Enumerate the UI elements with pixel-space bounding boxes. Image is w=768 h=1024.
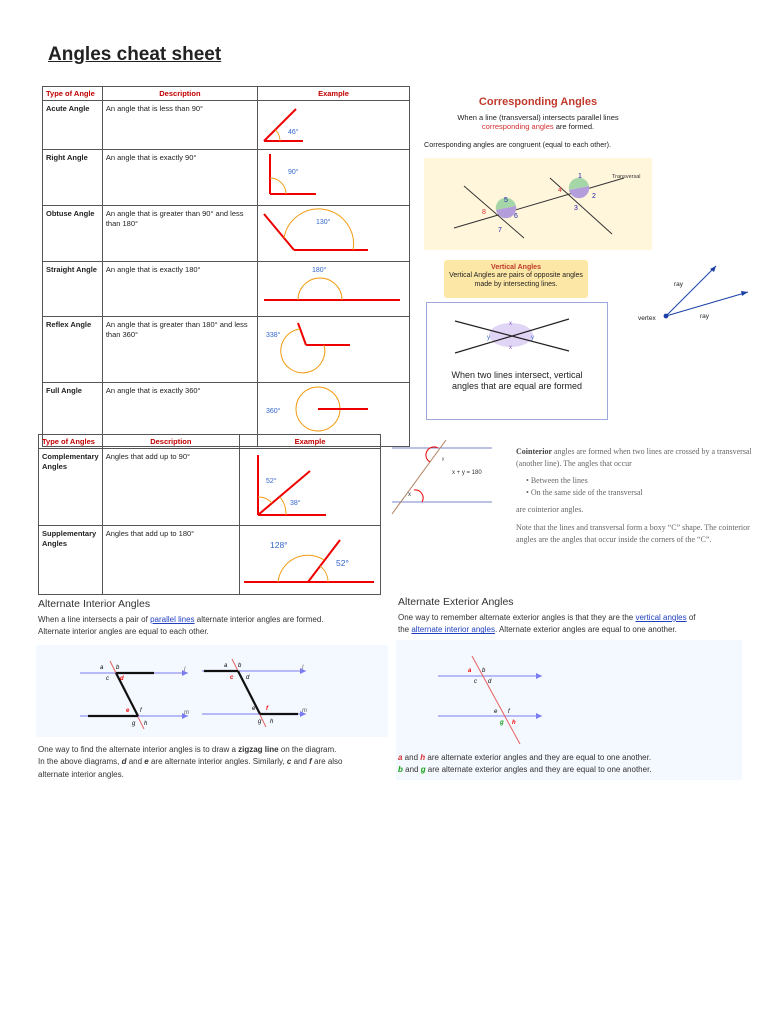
angle-description: An angle that is greater than 180° and less than 360° bbox=[102, 316, 257, 382]
cointerior-bullet-2: • On the same side of the transversal bbox=[526, 487, 643, 497]
angle-pair-description: Angles that add up to 180° bbox=[102, 526, 239, 595]
vertical-desc: Vertical Angles are pairs of opposite angles made by intersecting lines. bbox=[449, 272, 583, 289]
num-3: 3 bbox=[574, 205, 578, 212]
vertical-angles-card bbox=[424, 256, 610, 420]
alt-int-letter-c: c bbox=[106, 676, 109, 682]
example-cell bbox=[258, 101, 410, 150]
alt-exterior-statements bbox=[398, 752, 742, 777]
alt-ext-letter-b: b bbox=[482, 668, 486, 674]
table-row bbox=[43, 101, 410, 150]
complementary-angles-diagram bbox=[240, 449, 380, 522]
vertical-diagram-box bbox=[426, 302, 608, 420]
transversal-label: Transversal bbox=[612, 174, 641, 180]
col-header-example: Example bbox=[258, 87, 410, 101]
corresponding-line1: When a line (transversal) intersects parallel lines bbox=[457, 113, 619, 122]
cointerior-diagram bbox=[386, 438, 496, 520]
alt-interior-para-2: One way to find the alternate interior angles is to draw a zigzag line on the diagram. In the above diagrams, d and e are alternate interior angles. Similarly, c and f are also alternate interior angles. bbox=[38, 745, 343, 779]
angle-name: Acute Angle bbox=[43, 101, 103, 150]
alt-int-letter-g: g bbox=[132, 721, 136, 727]
alt-interior-diagram-bg bbox=[36, 645, 388, 737]
cointerior-note: Note that the lines and transversal form a boxy “C” shape. The cointerior angles are the angles that occur inside the corners of the “C”. bbox=[516, 522, 750, 544]
angle-name: Right Angle bbox=[43, 150, 103, 206]
angle-label: 130° bbox=[316, 219, 331, 227]
vertical-angles-link[interactable]: vertical angles bbox=[635, 613, 687, 622]
alt-int-letter-h: h bbox=[144, 721, 148, 727]
acute-angle-diagram bbox=[258, 101, 408, 146]
alt-ext-letter-g: g bbox=[500, 720, 504, 726]
angle-description: An angle that is less than 90° bbox=[102, 101, 257, 150]
col-header-example: Example bbox=[240, 435, 381, 449]
angle-pairs-table bbox=[38, 434, 381, 595]
alternate-interior-angles-link[interactable]: alternate interior angles bbox=[411, 625, 495, 635]
num-5: 5 bbox=[504, 197, 508, 204]
alt-ext-letter-d: d bbox=[488, 679, 492, 685]
col-header-description: Description bbox=[102, 87, 257, 101]
supplementary-angles-diagram bbox=[240, 526, 380, 591]
corresponding-diagram-bg bbox=[424, 158, 652, 250]
table-row bbox=[43, 150, 410, 206]
cointerior-equation: x + y = 180 bbox=[452, 470, 482, 476]
vertical-definition-box bbox=[444, 260, 588, 298]
angle-label: 38° bbox=[290, 500, 301, 507]
angle-description: An angle that is exactly 180° bbox=[102, 262, 257, 316]
alt-ext-letter-h: h bbox=[512, 720, 516, 726]
vertical-angles-diagram bbox=[427, 303, 607, 365]
alt-int-letter-b: b bbox=[116, 665, 120, 671]
angle-label: 52° bbox=[336, 558, 349, 569]
table-row bbox=[39, 526, 381, 595]
alt-exterior-heading: Alternate Exterior Angles bbox=[398, 596, 514, 608]
angle-label: 360° bbox=[266, 407, 281, 415]
angle-pair-name: Complementary Angles bbox=[39, 449, 103, 526]
right-angle-diagram bbox=[258, 150, 408, 202]
vertical-label-y2: y bbox=[531, 335, 534, 341]
alt-exterior-statement-2: b and g are alternate exterior angles and they are equal to one another. bbox=[398, 765, 652, 775]
angle-label: 180° bbox=[312, 267, 327, 275]
ray-label-2: ray bbox=[700, 313, 710, 320]
table-row bbox=[43, 262, 410, 316]
alt-exterior-para-1: One way to remember alternate exterior angles is that they are the vertical angles of the alternate interior angles. Alternate exterior angles are equal to one another. bbox=[398, 613, 696, 635]
corresponding-line3: Corresponding angles are congruent (equal to each other). bbox=[424, 140, 611, 149]
alt-int-line-l: l bbox=[184, 667, 186, 673]
alt-int-letter-d: d bbox=[120, 676, 124, 682]
alt-interior-heading: Alternate Interior Angles bbox=[38, 598, 151, 610]
alt-exterior-diagram-bg bbox=[396, 640, 742, 780]
table-row bbox=[43, 206, 410, 262]
vertical-title: Vertical Angles bbox=[491, 264, 541, 271]
ray-label-1: ray bbox=[674, 281, 684, 288]
obtuse-angle-diagram bbox=[258, 206, 408, 258]
angle-name: Reflex Angle bbox=[43, 316, 103, 382]
alt-int-line-l: l bbox=[302, 665, 304, 671]
angle-pair-description: Angles that add up to 90° bbox=[102, 449, 239, 526]
alt-interior-para-1: When a line intersects a pair of parallel lines alternate interior angles are formed. Alternate interior angles are equal to each other. bbox=[38, 615, 324, 637]
angle-description: An angle that is exactly 90° bbox=[102, 150, 257, 206]
alt-int-letter-f: f bbox=[140, 708, 142, 714]
cointerior-y-label: y bbox=[442, 456, 445, 461]
angle-label: 52° bbox=[266, 478, 277, 485]
angle-name: Obtuse Angle bbox=[43, 206, 103, 262]
example-cell bbox=[240, 526, 381, 595]
angle-pair-name: Supplementary Angles bbox=[39, 526, 103, 595]
num-1: 1 bbox=[578, 173, 582, 180]
angle-name: Straight Angle bbox=[43, 262, 103, 316]
ray-vertex-diagram bbox=[630, 258, 750, 330]
num-7: 7 bbox=[498, 227, 502, 234]
alt-ext-letter-e: e bbox=[494, 709, 498, 715]
vertical-caption: When two lines intersect, vertical angles that are equal are formed bbox=[451, 370, 583, 392]
table-row bbox=[43, 316, 410, 382]
alt-int-letter-a: a bbox=[100, 665, 104, 671]
vertex-label: vertex bbox=[638, 315, 656, 322]
cointerior-text bbox=[516, 446, 756, 545]
num-4: 4 bbox=[558, 187, 562, 194]
alt-ext-letter-c: c bbox=[474, 679, 477, 685]
alt-ext-letter-a: a bbox=[468, 668, 472, 674]
alt-int-letter-c: c bbox=[230, 675, 234, 681]
num-8: 8 bbox=[482, 209, 486, 216]
angle-description: An angle that is exactly 360° bbox=[102, 382, 257, 446]
example-cell bbox=[258, 316, 410, 382]
alt-int-letter-f: f bbox=[266, 706, 268, 712]
vertical-label-x1: x bbox=[509, 321, 512, 327]
alt-int-letter-a: a bbox=[224, 663, 228, 669]
col-header-description: Description bbox=[102, 435, 239, 449]
example-cell bbox=[258, 150, 410, 206]
num-2: 2 bbox=[592, 193, 596, 200]
num-6: 6 bbox=[514, 213, 518, 220]
vertical-label-x2: x bbox=[509, 345, 512, 351]
alt-ext-letter-f: f bbox=[508, 709, 510, 715]
angle-types-table bbox=[42, 86, 410, 447]
angle-description: An angle that is greater than 90° and less than 180° bbox=[102, 206, 257, 262]
example-cell bbox=[258, 206, 410, 262]
angle-name: Full Angle bbox=[43, 382, 103, 446]
alt-interior-diagrams bbox=[36, 645, 388, 737]
corresponding-angles-diagram bbox=[424, 158, 652, 250]
cointerior-intro: Cointerior angles are formed when two lines are crossed by a transversal (another line). The angles that occur bbox=[516, 447, 752, 468]
alt-int-letter-e: e bbox=[252, 706, 256, 712]
example-cell bbox=[240, 449, 381, 526]
page-title: Angles cheat sheet bbox=[48, 44, 222, 65]
table-row bbox=[39, 449, 381, 526]
alt-exterior-statement-1: a and h are alternate exterior angles and they are equal to one another. bbox=[398, 753, 652, 762]
alt-int-letter-h: h bbox=[270, 719, 274, 725]
alt-int-letter-b: b bbox=[238, 663, 242, 669]
col-header-type: Type of Angle bbox=[43, 87, 103, 101]
angle-label: 338° bbox=[266, 331, 281, 339]
alt-exterior-diagram bbox=[396, 640, 742, 746]
corresponding-angles-card bbox=[424, 88, 652, 250]
angle-label: 90° bbox=[288, 169, 299, 177]
cointerior-bullet-1: • Between the lines bbox=[526, 476, 588, 486]
cointerior-are: are cointerior angles. bbox=[516, 505, 584, 515]
vertical-label-y1: y bbox=[487, 335, 490, 341]
alt-int-letter-e: e bbox=[126, 708, 130, 714]
example-cell bbox=[258, 262, 410, 316]
alt-int-letter-d: d bbox=[246, 675, 250, 681]
straight-angle-diagram bbox=[258, 262, 408, 312]
reflex-angle-diagram bbox=[258, 317, 408, 379]
alt-int-line-m: m bbox=[302, 708, 307, 714]
alt-int-line-m: m bbox=[184, 710, 189, 716]
angle-label: 128° bbox=[270, 540, 288, 551]
parallel-lines-link[interactable]: parallel lines bbox=[150, 615, 195, 624]
angle-label: 46° bbox=[288, 129, 299, 136]
alt-int-letter-g: g bbox=[258, 719, 262, 725]
col-header-type: Type of Angles bbox=[39, 435, 103, 449]
corresponding-title: Corresponding Angles bbox=[478, 96, 598, 108]
cointerior-x-label: x bbox=[408, 492, 411, 498]
corresponding-line2: corresponding angles are formed. bbox=[481, 122, 595, 131]
